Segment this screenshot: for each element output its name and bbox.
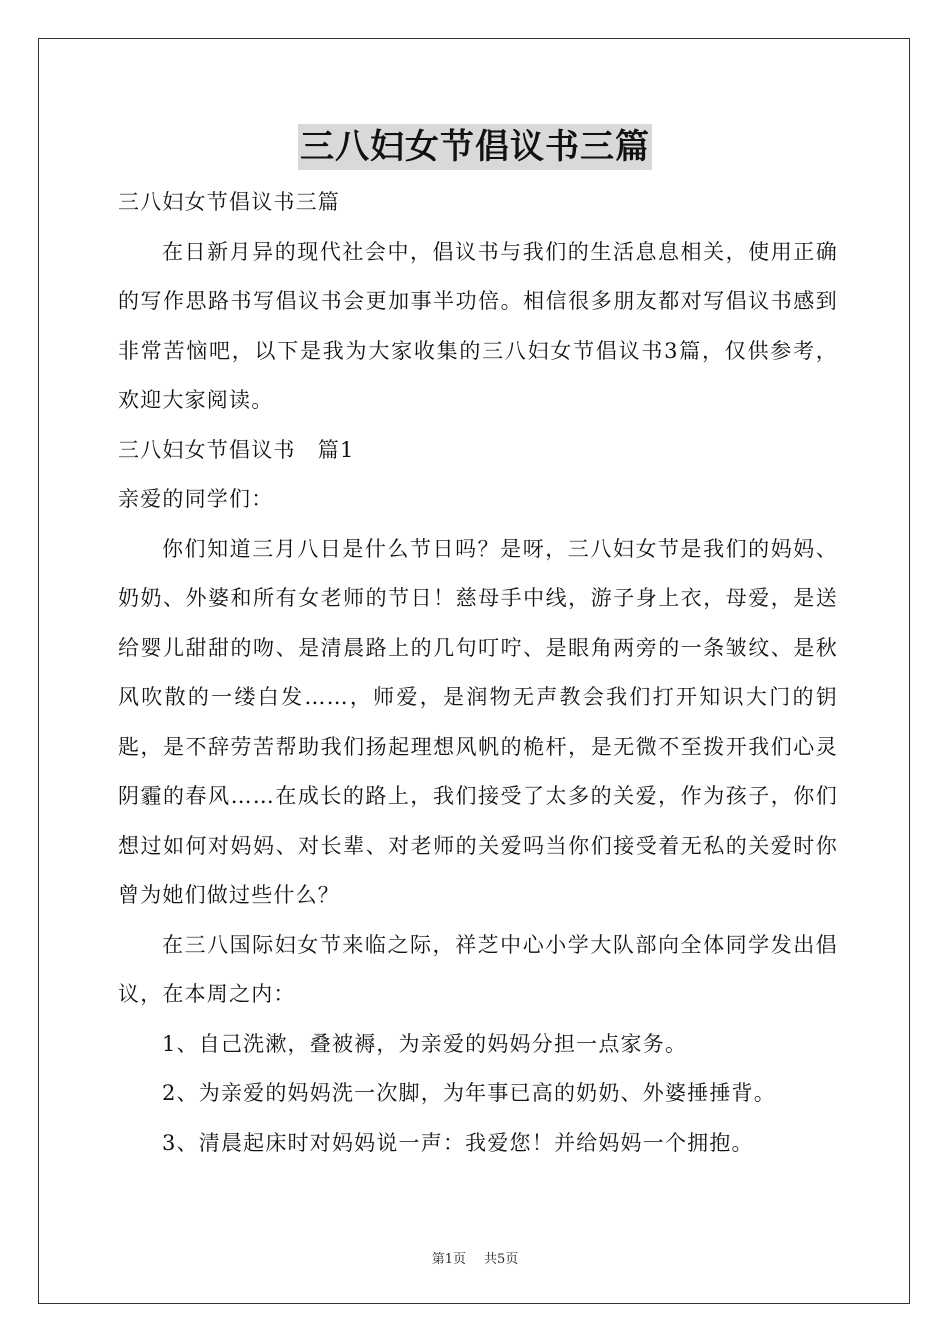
list-item-1: 1、自己洗漱，叠被褥，为亲爱的妈妈分担一点家务。 <box>162 1031 688 1056</box>
document-body <box>118 178 838 1168</box>
body-paragraph-2: 在三八国际妇女节来临之际，祥芝中心小学大队部向全体同学发出倡议，在本周之内： <box>118 932 838 1006</box>
intro-paragraph: 在日新月异的现代社会中，倡议书与我们的生活息息相关，使用正确的写作思路书写倡议书会更加事半功倍。相信很多朋友都对写倡议书感到非常苦恼吧，以下是我为大家收集的三八妇女节倡议书3篇，仅供参考，欢迎大家阅读。 <box>118 239 838 412</box>
section-heading: 三八妇女节倡议书 篇1 <box>118 437 355 462</box>
page-footer <box>0 1248 950 1267</box>
page-number: 第1页 <box>431 1252 466 1267</box>
title-container <box>0 124 950 170</box>
greeting: 亲爱的同学们： <box>118 487 274 511</box>
document-title: 三八妇女节倡议书三篇 <box>298 124 652 170</box>
list-item-3: 3、清晨起床时对妈妈说一声：我爱您！并给妈妈一个拥抱。 <box>162 1130 754 1155</box>
body-paragraph-1: 你们知道三月八日是什么节日吗？是呀，三八妇女节是我们的妈妈、奶奶、外婆和所有女老师的节日！慈母手中线，游子身上衣，母爱，是送给婴儿甜甜的吻、是清晨路上的几句叮咛、是眼角两旁的一条皱纹、是秋风吹散的一缕白发……，师爱，是润物无声教会我们打开知识大门的钥匙，是不辞劳苦帮助我们扬起理想风帆的桅杆，是无微不至拨开我们心灵阴霾的春风……在成长的路上，我们接受了太多的关爱，作为孩子，你们想过如何对妈妈、对长辈、对老师的关爱吗当你们接受着无私的关爱时你曾为她们做过些什么？ <box>118 536 838 907</box>
list-item-2: 2、为亲爱的妈妈洗一次脚，为年事已高的奶奶、外婆捶捶背。 <box>162 1081 776 1105</box>
document-subtitle: 三八妇女节倡议书三篇 <box>118 190 340 214</box>
page-total: 共5页 <box>484 1252 519 1267</box>
